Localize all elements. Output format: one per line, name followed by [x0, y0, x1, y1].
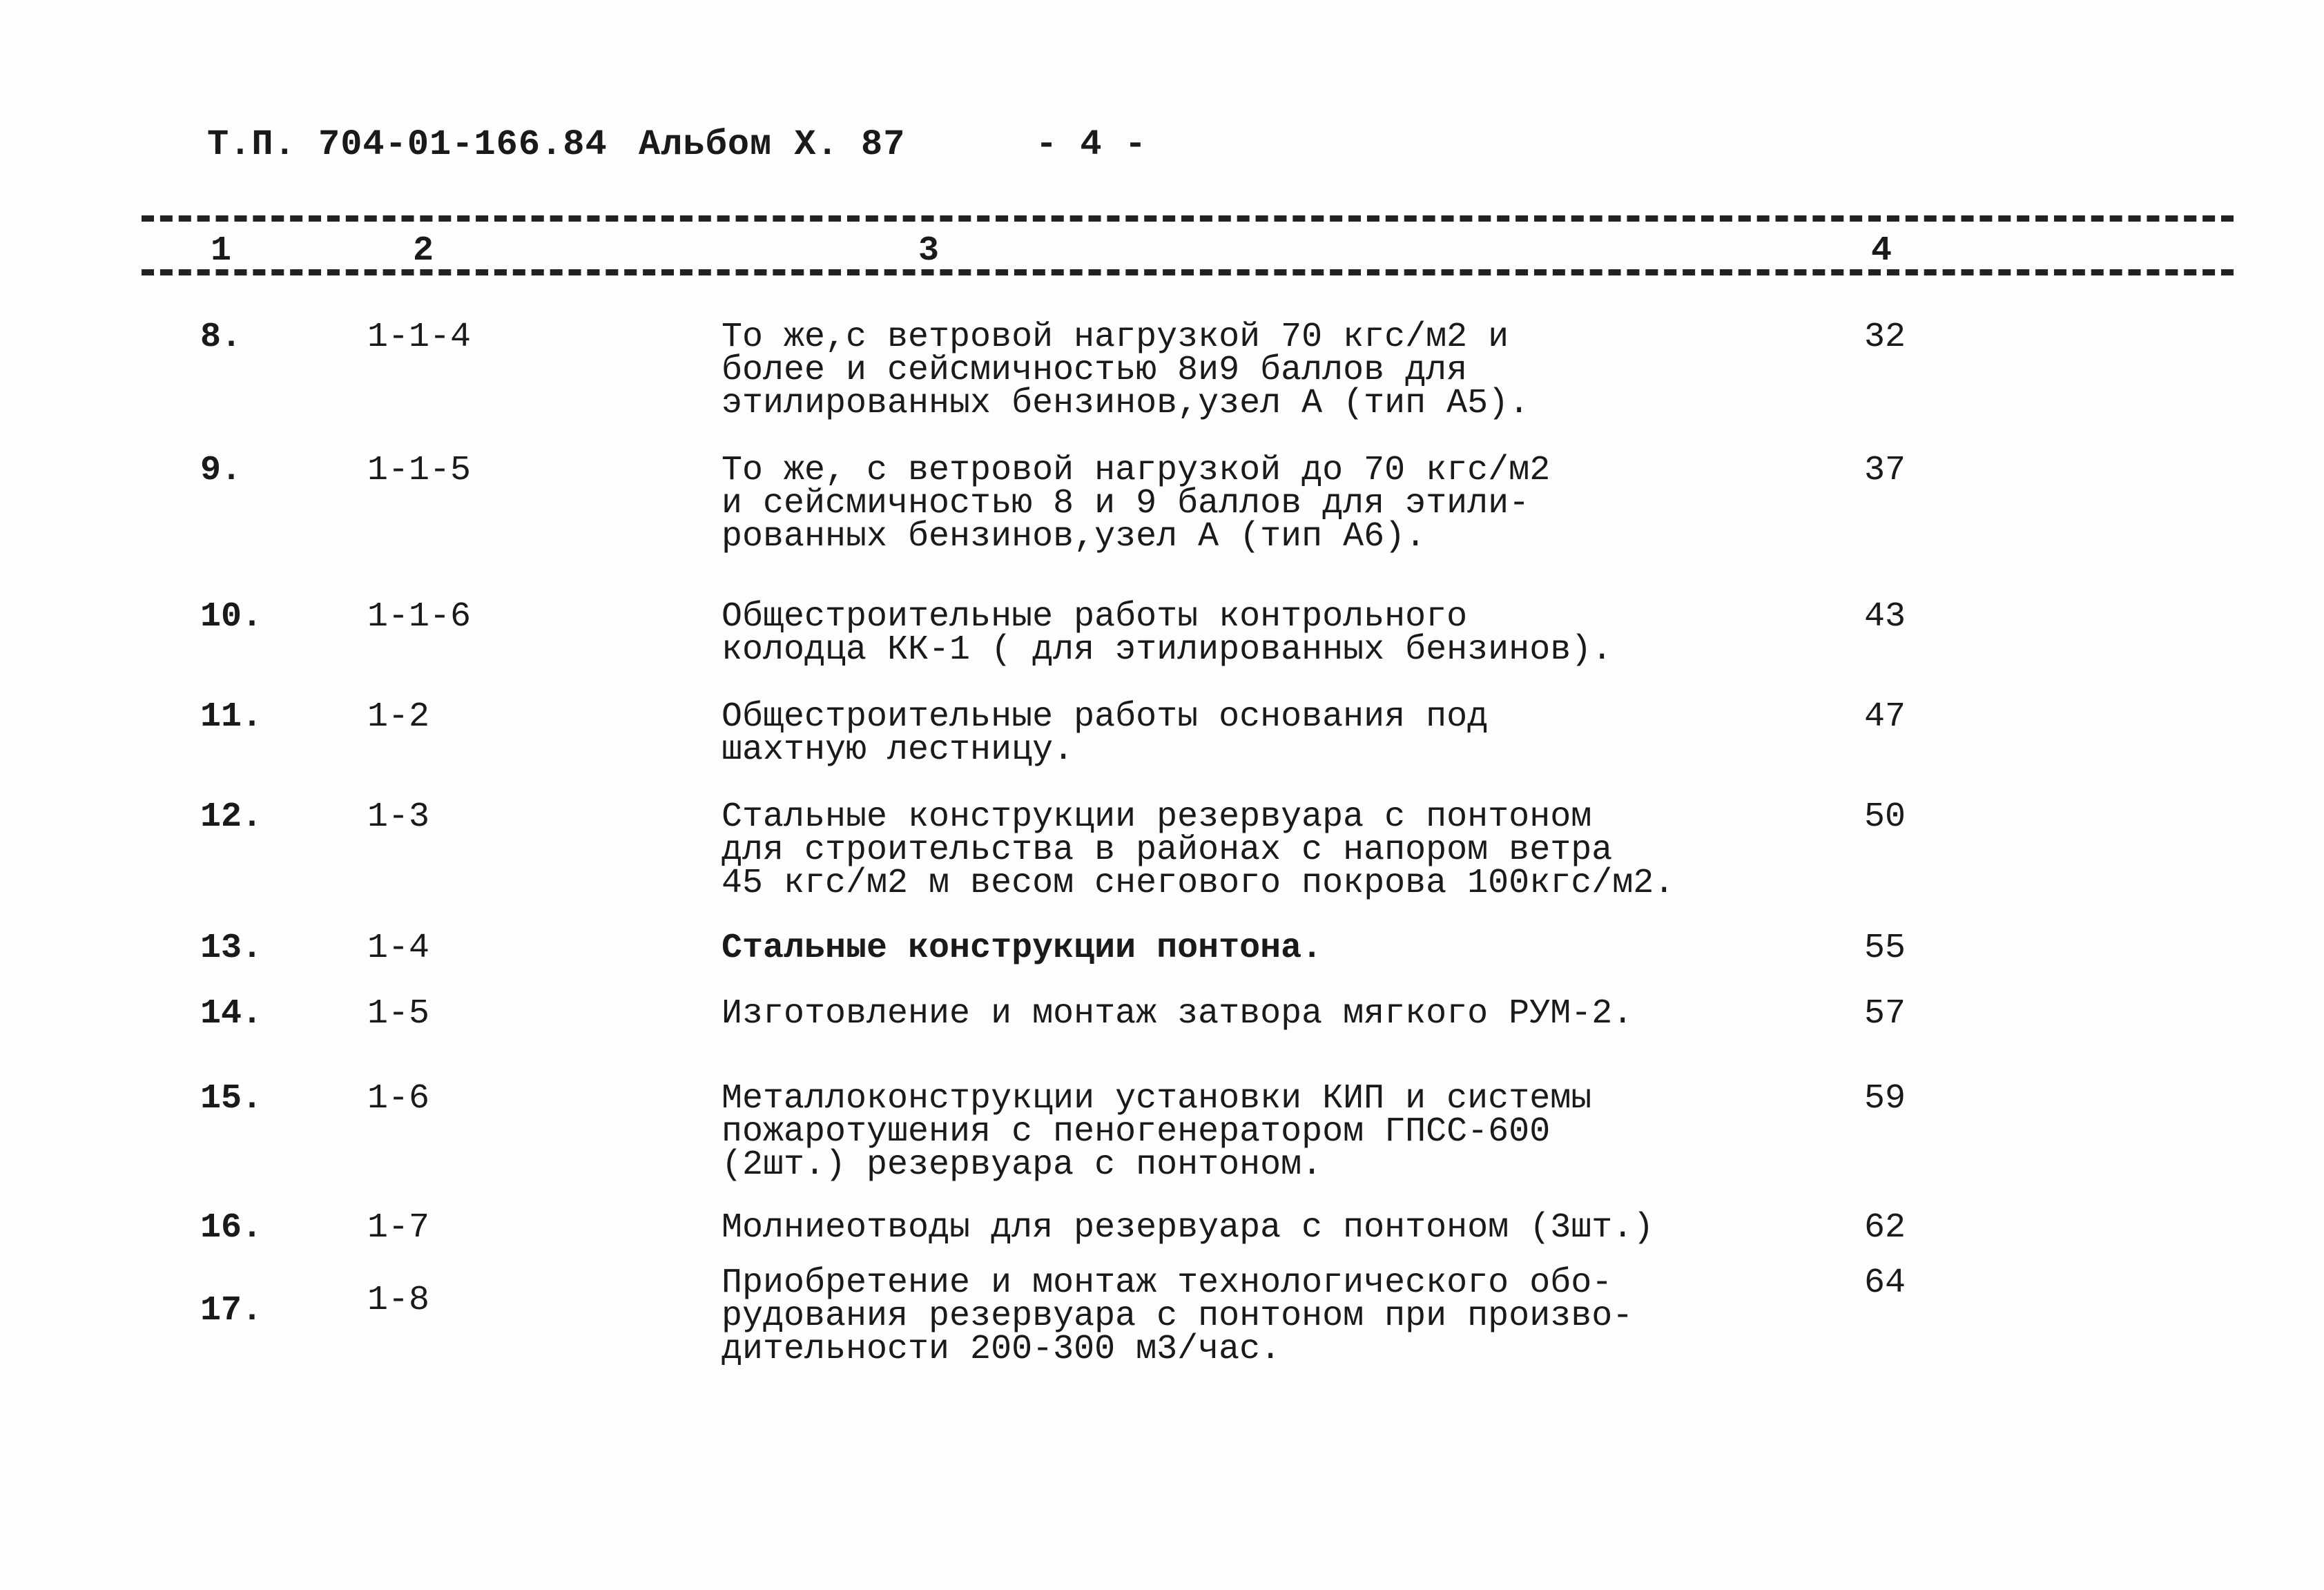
row-description: То же,с ветровой нагрузкой 70 кгс/м2 и более и сейсмичностью 8и9 баллов для этилированных бензинов,узел А (тип А5).	[722, 318, 1530, 423]
row-code: 1-1-4	[367, 318, 472, 357]
row-page: 47	[1863, 697, 1906, 737]
row-description: Металлоконструкции установки КИП и системы пожаротушения с пеногенератором ГПСС-600 (2шт.) резервуара с понтоном.	[722, 1079, 1592, 1185]
row-page: 50	[1863, 797, 1906, 837]
row-code: 1-4	[367, 929, 430, 968]
row-page: 59	[1863, 1079, 1906, 1118]
row-description: Стальные конструкции резервуара с понтоном для строительства в районах с напором ветра 45 кгс/м2 м весом снегового покрова 100кгс/м2.	[722, 797, 1675, 903]
row-number: 12.	[200, 797, 263, 837]
page-number: - 4 -	[1036, 124, 1148, 165]
column-header-4: 4	[1871, 231, 1892, 271]
row-code: 1-3	[367, 797, 430, 837]
row-code: 1-5	[367, 994, 430, 1034]
document-code: Т.П. 704-01-166.84	[207, 124, 608, 165]
row-code: 1-2	[367, 697, 430, 737]
row-description: Общестроительные работы контрольного колодца КК-1 ( для этилированных бензинов).	[722, 597, 1613, 670]
row-number: 9.	[200, 451, 242, 490]
row-code: 1-1-6	[367, 597, 472, 637]
row-page: 57	[1863, 994, 1906, 1034]
row-page: 64	[1863, 1263, 1906, 1303]
column-header-2: 2	[413, 231, 434, 271]
album-number: Альбом Х. 87	[639, 124, 906, 165]
row-description: Общестроительные работы основания под шахтную лестницу.	[722, 697, 1489, 770]
row-number: 17.	[200, 1291, 263, 1330]
row-code: 1-6	[367, 1079, 430, 1118]
column-header-1: 1	[211, 231, 232, 271]
row-number: 13.	[200, 929, 263, 968]
row-number: 15.	[200, 1079, 263, 1118]
row-page: 62	[1863, 1208, 1906, 1248]
row-page: 43	[1863, 597, 1906, 637]
row-number: 16.	[200, 1208, 263, 1248]
row-number: 8.	[200, 318, 242, 357]
row-description: Стальные конструкции понтона.	[722, 929, 1323, 968]
row-page: 55	[1863, 929, 1906, 968]
row-page: 32	[1863, 318, 1906, 357]
row-description: Приобретение и монтаж технологического обо- рудования резервуара с понтоном при произво- дительности 200-300 м3/час.	[722, 1263, 1634, 1369]
row-code: 1-1-5	[367, 451, 472, 490]
row-number: 10.	[200, 597, 263, 637]
row-code: 1-7	[367, 1208, 430, 1248]
header-rule-bottom	[142, 269, 2234, 275]
row-description: Молниеотводы для резервуара с понтоном (3шт.)	[722, 1208, 1654, 1248]
row-description: То же, с ветровой нагрузкой до 70 кгс/м2 и сейсмичностью 8 и 9 баллов для этили- рованных бензинов,узел А (тип А6).	[722, 451, 1551, 556]
row-code: 1-8	[367, 1281, 430, 1320]
row-page: 37	[1863, 451, 1906, 490]
row-description: Изготовление и монтаж затвора мягкого РУМ-2.	[722, 994, 1634, 1034]
row-number: 14.	[200, 994, 263, 1034]
header-rule-top	[142, 215, 2234, 222]
column-header-3: 3	[918, 231, 940, 271]
row-number: 11.	[200, 697, 263, 737]
